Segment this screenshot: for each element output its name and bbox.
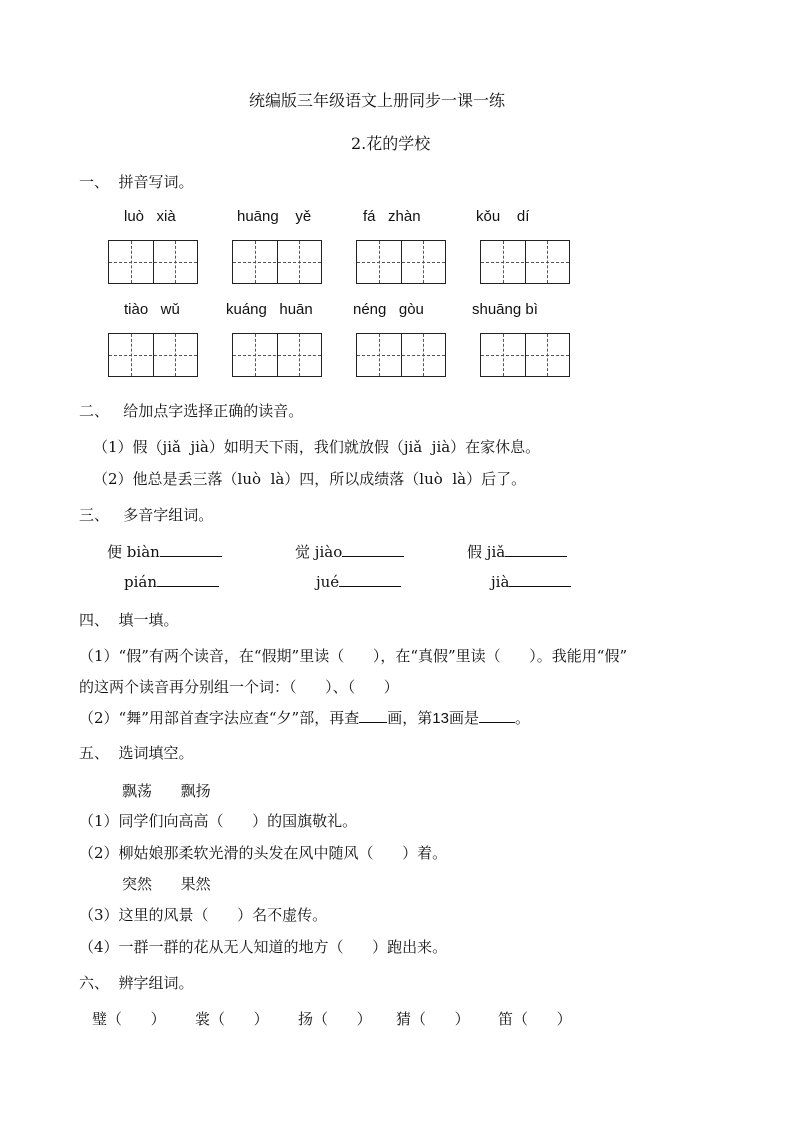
question-text: （1）假（jiǎ jià）如明天下雨，我们就放假（jiǎ jià）在家休息。 [93, 438, 541, 456]
writing-grid[interactable] [108, 240, 198, 284]
section-4-heading: 四、 填一填。 [79, 611, 179, 629]
polyphone-item [107, 541, 222, 562]
question-part: 。 [514, 709, 530, 727]
pinyin-label: kuáng huān [226, 301, 313, 318]
polyphone-item [491, 573, 571, 591]
writing-grid[interactable] [108, 333, 198, 377]
writing-grid[interactable] [232, 240, 322, 284]
polyphone-char: 假 [467, 543, 483, 561]
question-part: 画，第 [387, 709, 433, 727]
answer-blank[interactable] [160, 556, 222, 557]
reading: jiào [314, 543, 343, 561]
answer-blank[interactable] [157, 586, 219, 587]
answer-blank[interactable] [342, 556, 404, 557]
worksheet-title: 统编版三年级语文上册同步一课一练 [249, 91, 506, 110]
pinyin-label: shuāng bì [472, 301, 538, 318]
section-2-heading: 二、 给加点字选择正确的读音。 [79, 402, 304, 420]
char-word-item: 扬（ ） [298, 1010, 372, 1028]
char-word-item: 裳（ ） [195, 1010, 269, 1028]
question-text: （1）同学们向高高（ ）的国旗敬礼。 [79, 812, 358, 830]
section-1-heading: 一、 拼音写词。 [79, 173, 194, 191]
char-word-item: 璧（ ） [92, 1010, 166, 1028]
stroke-number: 13 [432, 710, 449, 727]
question-text: （4）一群一群的花从无人知道的地方（ ）跑出来。 [79, 938, 448, 956]
writing-grid[interactable] [356, 240, 446, 284]
reading: jué [316, 573, 340, 591]
word-choices: 突然 果然 [122, 875, 211, 893]
polyphone-item [316, 573, 401, 591]
answer-blank[interactable] [479, 722, 515, 723]
reading: jià [491, 573, 510, 591]
pinyin-label: fá zhàn [363, 208, 421, 225]
polyphone-item [295, 541, 404, 562]
answer-blank[interactable] [505, 556, 567, 557]
polyphone-item [467, 541, 567, 562]
polyphone-char: 觉 [295, 543, 311, 561]
reading: jiǎ [486, 543, 506, 561]
question-part: （2）“舞”用部首查字法应查“夕”部，再查 [79, 709, 360, 727]
pinyin-label: néng gòu [353, 301, 424, 318]
question-text: （3）这里的风景（ ）名不虚传。 [79, 906, 328, 924]
pinyin-label: huāng yě [237, 208, 312, 225]
question-part: 画是 [448, 709, 479, 727]
lesson-title: 2.花的学校 [351, 134, 431, 153]
char-word-item: 笛（ ） [498, 1010, 572, 1028]
writing-grid[interactable] [480, 240, 570, 284]
pinyin-label: kǒu dí [476, 208, 530, 225]
pinyin-label: luò xià [124, 208, 176, 225]
pinyin-label: tiào wǔ [124, 301, 180, 318]
section-5-heading: 五、 选词填空。 [79, 744, 194, 762]
writing-grid[interactable] [232, 333, 322, 377]
answer-blank[interactable] [339, 586, 401, 587]
question-text: 的这两个读音再分别组一个词：（ ）、（ ） [79, 678, 399, 696]
polyphone-item [124, 573, 219, 591]
question-text [79, 707, 530, 728]
answer-blank[interactable] [359, 722, 387, 723]
word-choices: 飘荡 飘扬 [122, 782, 211, 800]
reading: pián [124, 573, 158, 591]
writing-grid[interactable] [480, 333, 570, 377]
answer-blank[interactable] [509, 586, 571, 587]
question-text: （2）柳姑娘那柔软光滑的头发在风中随风（ ）着。 [79, 844, 448, 862]
question-text: （2）他总是丢三落（luò là）四，所以成绩落（luò là）后了。 [93, 470, 527, 488]
char-word-item: 猜（ ） [396, 1010, 470, 1028]
writing-grid[interactable] [356, 333, 446, 377]
section-3-heading: 三、 多音字组词。 [79, 506, 214, 524]
section-6-heading: 六、 辨字组词。 [79, 974, 194, 992]
reading: biàn [126, 543, 160, 561]
polyphone-char: 便 [107, 543, 123, 561]
question-text: （1）“假”有两个读音，在“假期”里读（ ），在“真假”里读（ ）。我能用“假” [79, 647, 628, 665]
